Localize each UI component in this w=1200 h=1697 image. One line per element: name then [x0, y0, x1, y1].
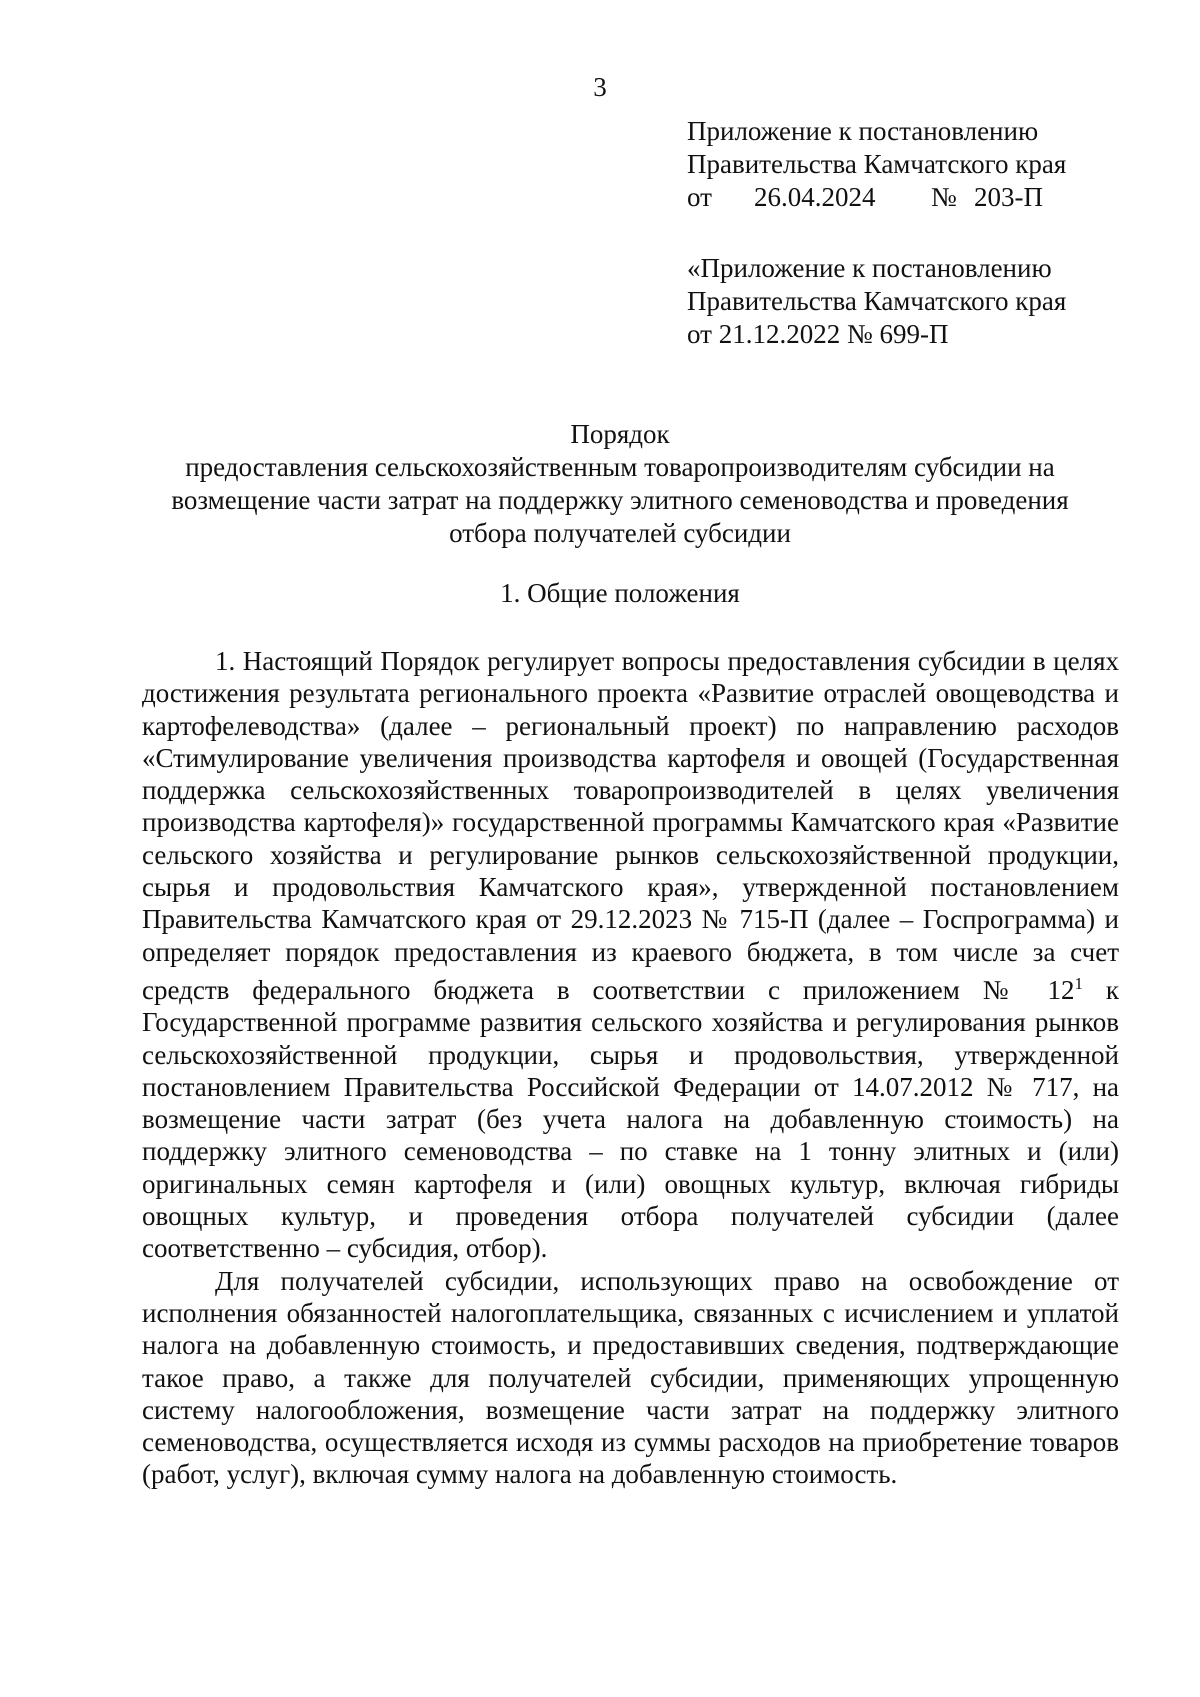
annex-line-1: Приложение к постановлению [687, 116, 1039, 146]
title-line-1: Порядок [570, 419, 670, 449]
annex-date-row [687, 181, 1066, 214]
paragraph-2: Для получателей субсидии, использующих право на освобождение от исполнения обязанностей налогоплательщика, связанных с исчислением и уплатой налога на добавленную стоимость, и предоставивших сведения, подтверждающие такое право, а также для получателей субсидии, применяющих упрощенную систему налогообложения, возмещение части затрат на поддержку элитного семеноводства, осуществляется исходя из суммы расходов на приобретение товаров (работ, услуг), включая сумму налога на добавленную стоимость. [142, 1265, 1119, 1490]
annex-line-2: Правительства Камчатского края [687, 149, 1067, 179]
annex-prev-line-3: от 21.12.2022 № 699-П [687, 319, 949, 349]
title-line-4: отбора получателей субсидии [449, 518, 791, 548]
title-line-3: возмещение части затрат на поддержку элитного семеноводства и проведения [171, 485, 1069, 515]
paragraph-1 [142, 645, 1119, 1265]
annex-prev-line-1: «Приложение к постановлению [687, 253, 1052, 283]
paragraph-1-part-2: к Государственной программе развития сельского хозяйства и регулирования рынков сельскохозяйственной продукции, сырья и продовольствия, утвержденной постановлением Правительства Российской Федерации от 14.07.2012 № 717, на возмещение части затрат (без учета налога на добавленную стоимость) на поддержку элитного семеноводства – по ставке на 1 тонну элитных и (или) оригинальных семян картофеля и (или) овощных культур, включая гибриды овощных культур, и проведения отбора получателей субсидии (далее соответственно – субсидия, отбор). [142, 974, 1119, 1264]
title-line-2: предоставления сельскохозяйственным товаропроизводителям субсидии на [185, 452, 1055, 482]
annex-prev-line-2: Правительства Камчатского края [687, 286, 1067, 316]
annex-number-sign: № [931, 182, 957, 212]
paragraph-1-part-1: 1. Настоящий Порядок регулирует вопросы предоставления субсидии в целях достижения результата регионального проекта «Развитие отраслей овощеводства и картофелеводства» (далее – региональный проект) по направлению расходов «Стимулирование увеличения производства картофеля и овощей (Государственная поддержка сельскохозяйственных товаропроизводителей в целях увеличения производства картофеля)» государственной программы Камчатского края «Развитие сельского хозяйства и регулирование рынков сельскохозяйственной продукции, сырья и продовольствия Камчатского края», утвержденной постановлением Правительства Камчатского края от 29.12.2023 № 715-П (далее – Госпрограмма) и определяет порядок предоставления из краевого бюджета, в том числе за счет средств федерального бюджета в соответствии с приложением № 12 [142, 646, 1119, 1005]
page-number: 3 [593, 72, 607, 102]
annex-number: 203-П [974, 182, 1043, 212]
paragraph-1-superscript: 1 [1074, 973, 1083, 993]
annex-header-current [687, 115, 1066, 214]
annex-date: 26.04.2024 [754, 182, 876, 212]
annex-header-previous [687, 252, 1066, 351]
section-heading: 1. Общие положения [500, 578, 740, 608]
annex-date-prefix: от [687, 182, 712, 212]
document-body [142, 645, 1119, 1491]
document-title [120, 418, 1120, 550]
